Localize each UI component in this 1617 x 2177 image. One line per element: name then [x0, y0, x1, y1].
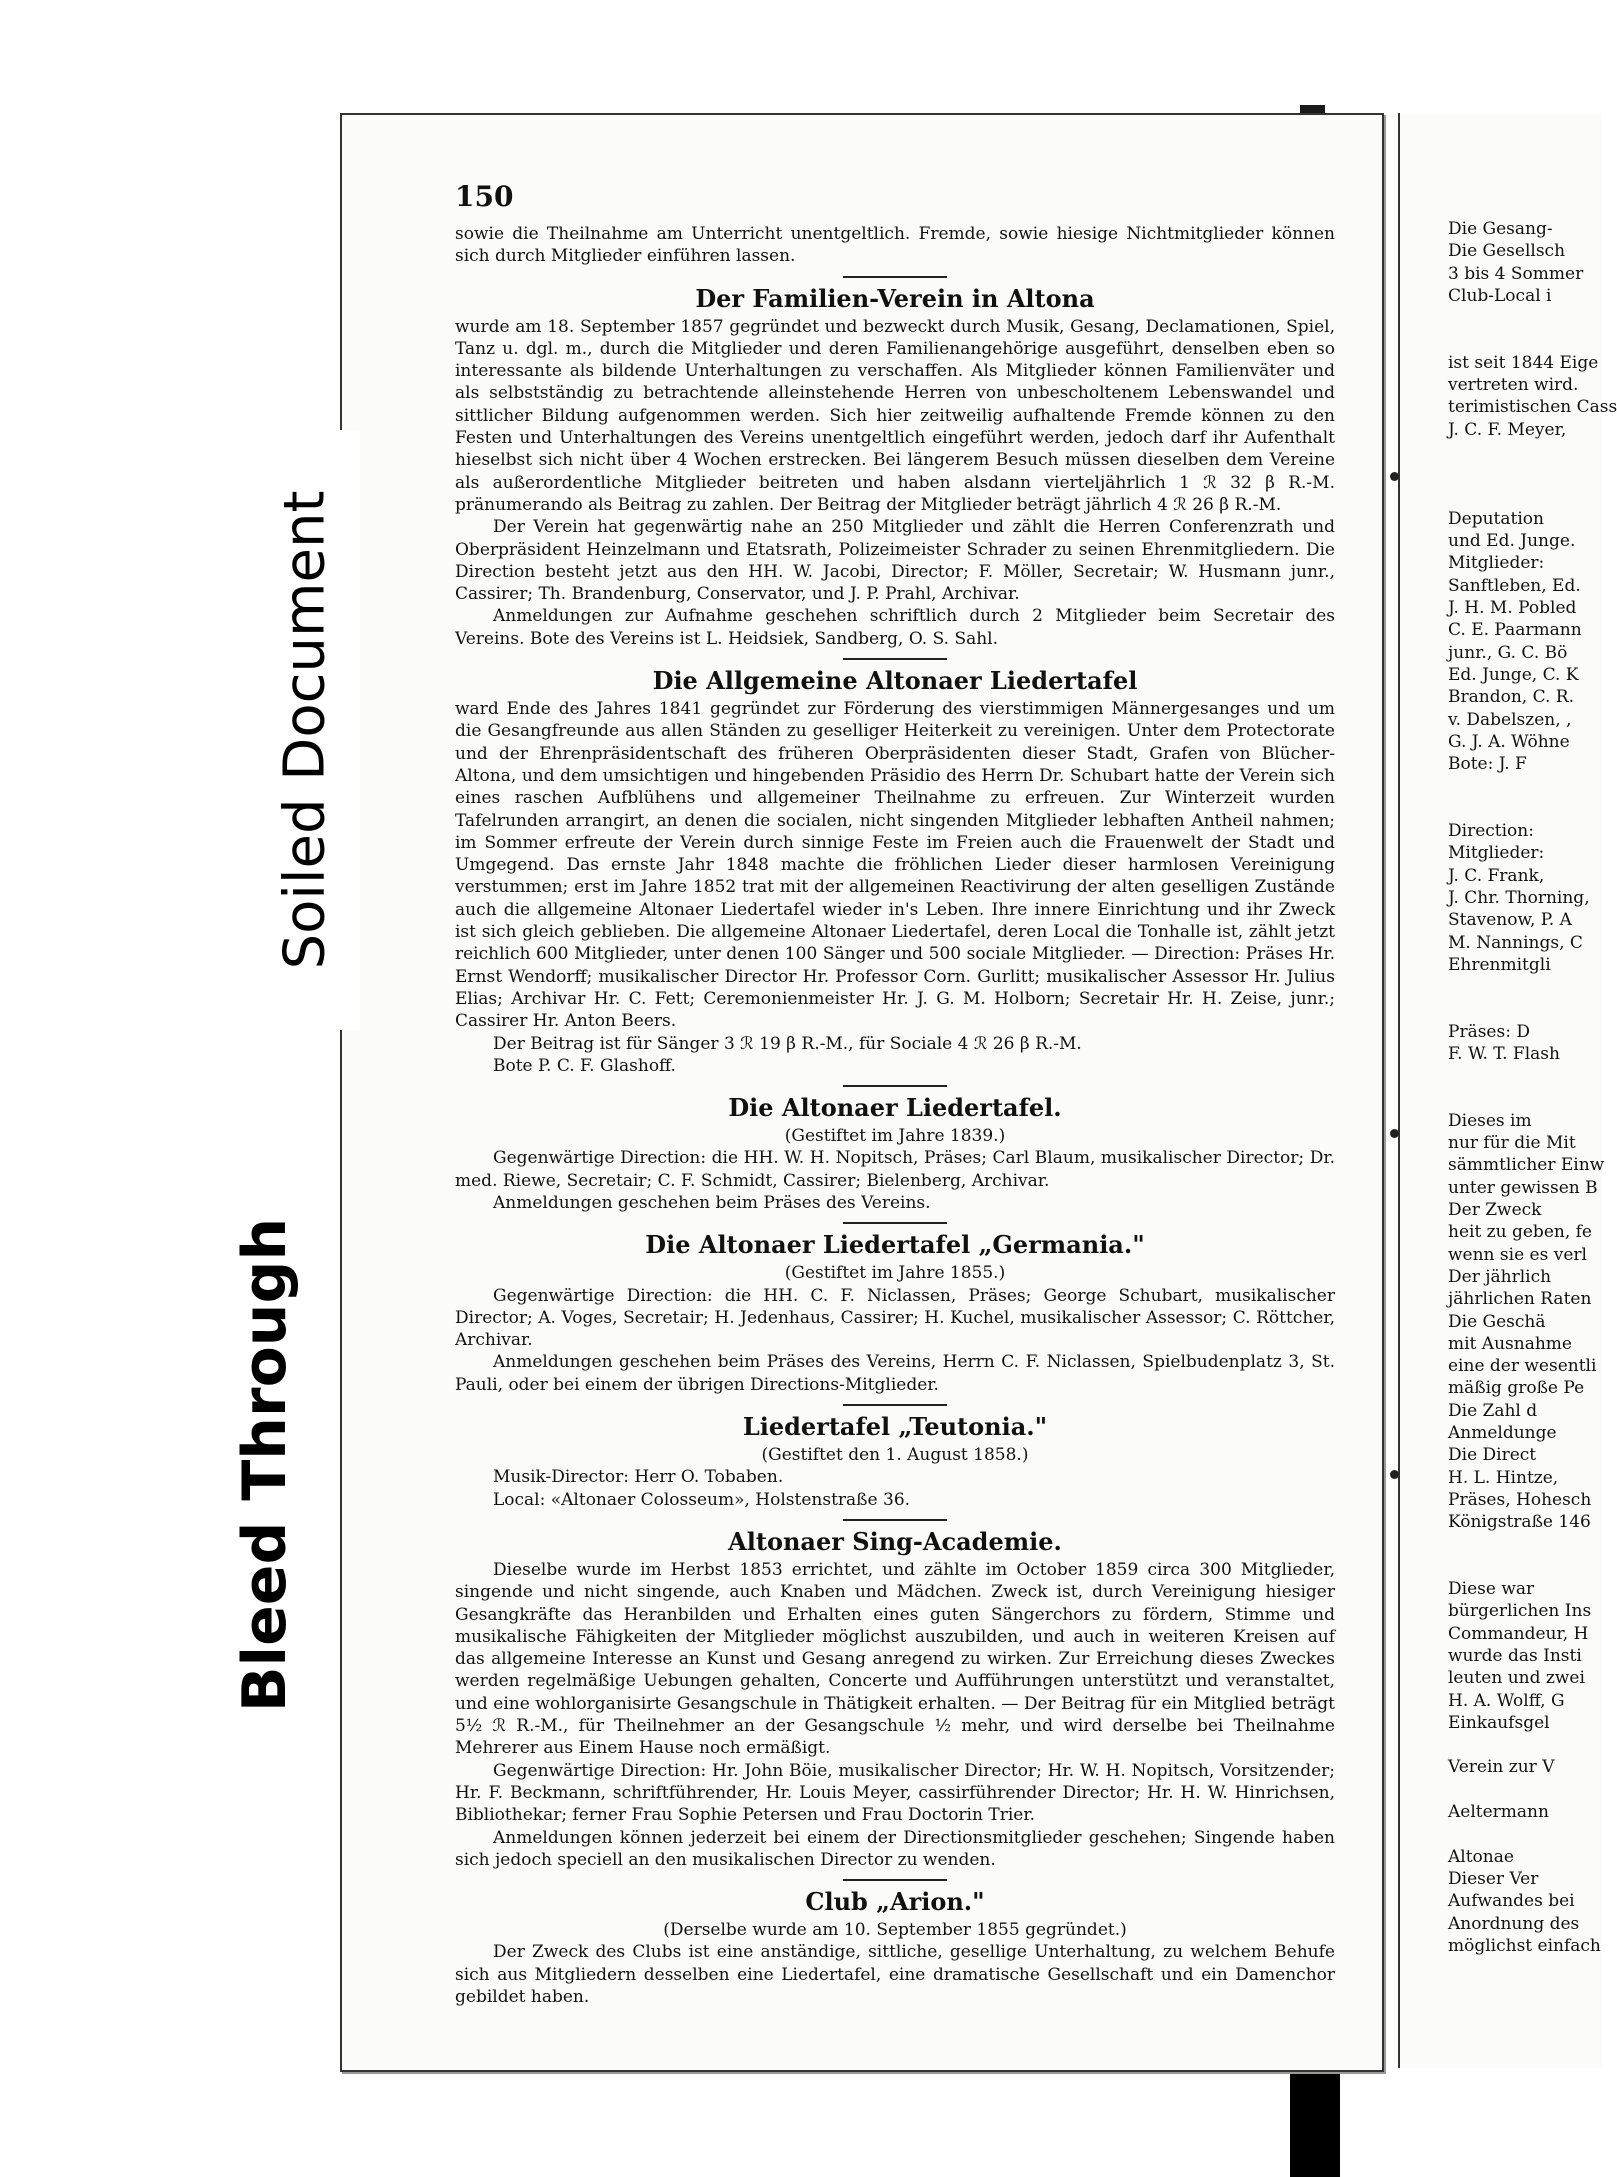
body-paragraph: Gegenwärtige Direction: die HH. C. F. Niclassen, Präses; George Schubart, musikalischer Director; A. Voges, Secretair; H. Jedenhaus, Cassirer; H. Kuchel, musikalischer Assessor; C. Röttcher, Archivar. [455, 1285, 1335, 1351]
facing-page-line: Bote: J. F [1448, 754, 1527, 775]
facing-page-line [1448, 1065, 1608, 1087]
facing-page-line: J. C. Frank, [1448, 865, 1545, 886]
facing-page-line: Präses: D [1448, 1021, 1530, 1042]
section-divider [843, 658, 947, 660]
facing-page-line: F. W. T. Flash [1448, 1043, 1560, 1064]
facing-page-line: Direction: [1448, 821, 1534, 842]
facing-page-line: 3 bis 4 Sommer [1448, 263, 1584, 284]
facing-page-line: G. J. A. Wöhne [1448, 731, 1570, 752]
facing-page-line: Ehrenmitgli [1448, 954, 1551, 975]
section-heading: Liedertafel „Teutonia." [742, 1412, 1048, 1442]
facing-page-line: Altonae [1448, 1846, 1514, 1867]
facing-page-line: J. H. M. Pobled [1448, 598, 1577, 619]
facing-page-line [1448, 307, 1608, 329]
facing-page-line: ist seit 1844 Eige [1448, 352, 1599, 373]
facing-page-line: Anmeldunge [1448, 1423, 1557, 1444]
facing-page-line: und Ed. Junge. [1448, 531, 1576, 552]
binding-hole [1390, 1470, 1399, 1479]
facing-page-line: M. Nannings, C [1448, 932, 1583, 953]
facing-page-line: junr., G. C. Bö [1448, 642, 1568, 663]
facing-page-line [1448, 775, 1608, 797]
facing-page-line: terimistischen Cass [1448, 397, 1617, 418]
section-divider [843, 276, 947, 278]
founding-note: (Gestiftet im Jahre 1855.) [784, 1263, 1006, 1284]
facing-page-line: Brandon, C. R. [1448, 687, 1574, 708]
section-divider [843, 1404, 947, 1406]
facing-page-line: Aeltermann [1448, 1802, 1549, 1823]
facing-page-line: Einkaufsgel [1448, 1712, 1550, 1733]
facing-page-line [1448, 998, 1608, 1020]
facing-page-line: nur für die Mit [1448, 1133, 1576, 1154]
facing-page-line: bürgerlichen Ins [1448, 1601, 1592, 1622]
facing-page-line: Mitglieder: [1448, 843, 1545, 864]
facing-page-line: J. C. F. Meyer, [1448, 419, 1567, 440]
body-paragraph: Musik-Director: Herr O. Tobaben. [493, 1467, 784, 1488]
page-number: 150 [455, 180, 514, 213]
body-paragraph: Der Verein hat gegenwärtig nahe an 250 Mitglieder und zählt die Herren Conferenzrath und Oberpräsident Heinzelmann und Etatsrath, Polizeimeister Schrader zu seinen Ehrenmitgliedern. Die Direction besteht jetzt aus den HH. W. Jacobi, Director; F. Möller, Secretair; W. Husmann junr., Cassirer; Th. Brandenburg, Conservator, und J. P. Prahl, Archivar. [455, 517, 1335, 605]
facing-page-line [1448, 1823, 1608, 1845]
facing-page-line [1448, 798, 1608, 820]
facing-page-line: eine der wesentli [1448, 1356, 1597, 1377]
facing-page-line: Dieser Ver [1448, 1868, 1539, 1889]
section-heading: Club „Arion." [805, 1887, 985, 1917]
founding-note: (Derselbe wurde am 10. September 1855 gegründet.) [663, 1920, 1127, 1941]
body-paragraph: Anmeldungen zur Aufnahme geschehen schriftlich durch 2 Mitglieder beim Secretair des Vereins. Bote des Vereins ist L. Heidsiek, Sandberg, O. S. Sahl. [455, 606, 1335, 649]
facing-page-line: heit zu geben, fe [1448, 1222, 1592, 1243]
facing-page-line: mäßig große Pe [1448, 1378, 1585, 1399]
facing-page-line: wenn sie es verl [1448, 1244, 1587, 1265]
facing-page-line: unter gewissen B [1448, 1177, 1598, 1198]
facing-page-line: Mitglieder: [1448, 553, 1545, 574]
section-divider [843, 1222, 947, 1224]
facing-page-line: J. Chr. Thorning, [1448, 887, 1590, 908]
facing-page-line [1448, 1088, 1608, 1110]
section-divider [843, 1085, 947, 1087]
facing-page-line [1448, 976, 1608, 998]
facing-page-line: möglichst einfach [1448, 1935, 1601, 1956]
section-heading: Der Familien-Verein in Altona [695, 283, 1095, 313]
body-paragraph: Anmeldungen können jederzeit bei einem der Directionsmitglieder geschehen; Singende haben sich jedoch speciell an den musikalischen Director zu wenden. [455, 1827, 1335, 1870]
facing-page-line: Sanftleben, Ed. [1448, 575, 1581, 596]
soiled-document-stamp [250, 430, 360, 1030]
facing-page-line [1448, 486, 1608, 508]
facing-page-line: Stavenow, P. A [1448, 910, 1572, 931]
page-body [455, 223, 1335, 2008]
section-heading: Altonaer Sing-Academie. [728, 1526, 1062, 1556]
facing-page-line: Der Zweck [1448, 1200, 1542, 1221]
facing-page-line: C. E. Paarmann [1448, 620, 1582, 641]
facing-page-line [1448, 1779, 1608, 1801]
section-divider [843, 1879, 947, 1881]
facing-page-line: Anordnung des [1448, 1913, 1580, 1934]
bleed-through-label: Bleed Through [230, 1217, 300, 1713]
founding-note: (Gestiftet im Jahre 1839.) [784, 1126, 1006, 1147]
binding-hole [1390, 1129, 1399, 1138]
facing-page-line: vertreten wird. [1448, 375, 1579, 396]
facing-page-line: Deputation [1448, 508, 1544, 529]
body-paragraph: Local: «Altonaer Colosseum», Holstenstraße 36. [493, 1489, 911, 1510]
facing-page-line: wurde das Insti [1448, 1646, 1582, 1666]
body-paragraph: Der Zweck des Clubs ist eine anständige, sittliche, gesellige Unterhaltung, zu welchem Behufe sich aus Mitgliedern desselben eine Liedertafel, eine dramatische Gesellschaft und ein Damenchor gebildet haben. [455, 1942, 1335, 2007]
facing-page-line [1448, 1556, 1608, 1578]
facing-page-line: Dieses im [1448, 1110, 1532, 1131]
body-paragraph: Gegenwärtige Direction: Hr. John Böie, musikalischer Director; Hr. W. H. Nopitsch, Vorsitzender; Hr. F. Beckmann, schriftführender, Hr. Louis Meyer, cassirführender Director; Hr. H. W. Hinrichsen, Bibliothekar; ferner Frau Sophie Petersen und Frau Doctorin Trier. [455, 1760, 1335, 1826]
facing-page-line [1448, 1534, 1608, 1556]
facing-page-line [1448, 329, 1608, 351]
facing-page-line: Die Geschä [1448, 1311, 1546, 1332]
soiled-document-label: Soiled Document [272, 490, 338, 970]
facing-page-line [1448, 463, 1608, 485]
facing-page-line: Aufwandes bei [1448, 1891, 1575, 1912]
body-paragraph: Der Beitrag ist für Sänger 3 ℛ 19 β R.-M., für Sociale 4 ℛ 26 β R.-M. [493, 1033, 1082, 1054]
facing-page-line: Ed. Junge, C. K [1448, 664, 1579, 685]
facing-page-line: jährlichen Raten [1448, 1289, 1592, 1310]
binding-hole [1390, 472, 1399, 481]
facing-page-line: leuten und zwei [1448, 1668, 1585, 1689]
body-paragraph: wurde am 18. September 1857 gegründet und bezweckt durch Musik, Gesang, Declamationen, Spiel, Tanz u. dgl. m., durch die Mitglieder und deren Familienangehörige ausgeführt, denselben eben so interessante als bildende Unterhaltungen zu verschaffen. Als Mitglieder können Familienväter und als selbstständig zu betrachtende alleinstehende Herren von unbescholtenem Lebenswandel und sittlicher Bildung aufgenommen werden. Sich hier zeitweilig aufhaltende Fremde können zu den Festen und Unterhaltungen des Vereins unentgeltlich eingeführt werden, jedoch darf ihr Aufenthalt hieselbst sich nicht über 4 Wochen erstrecken. Bei längerem Besuch müssen dieselben dem Vereine als außerordentliche Mitglieder beitreten und haben alsdann vierteljährlich 1 ℛ 32 β R.-M. pränumerando als Beitrag zu zahlen. Der Beitrag der Mitglieder beträgt jährlich 4 ℛ 26 β R.-M. [455, 316, 1335, 515]
body-paragraph: Bote P. C. F. Glashoff. [493, 1055, 676, 1076]
facing-page-line: Club-Local i [1448, 285, 1552, 306]
facing-page-line: mit Ausnahme [1448, 1333, 1572, 1354]
bleed-through-stamp [210, 1165, 320, 1765]
facing-page-line: Die Zahl d [1448, 1400, 1538, 1421]
body-paragraph: Anmeldungen geschehen beim Präses des Vereins. [493, 1192, 931, 1213]
section-heading: Die Allgemeine Altonaer Liedertafel [652, 666, 1138, 696]
facing-page-line: Die Direct [1448, 1445, 1537, 1466]
facing-page-line: Königstraße 146 [1448, 1512, 1591, 1533]
facing-page-line: H. L. Hintze, [1448, 1467, 1559, 1488]
facing-page-line: sämmtlicher Einw [1448, 1155, 1605, 1176]
facing-page-line: Verein zur V [1448, 1757, 1555, 1778]
facing-page-line: Commandeur, H [1448, 1623, 1589, 1644]
founding-note: (Gestiftet den 1. August 1858.) [761, 1445, 1029, 1466]
facing-page-line [1448, 441, 1608, 463]
body-paragraph: Gegenwärtige Direction: die HH. W. H. Nopitsch, Präses; Carl Blaum, musikalischer Director; Dr. med. Riewe, Secretair; C. F. Schmidt, Cassirer; Bielenberg, Archivar. [455, 1148, 1335, 1191]
body-paragraph: sowie die Theilnahme am Unterricht unentgeltlich. Fremde, sowie hiesige Nichtmitglieder können sich durch Mitglieder einführen lassen. [455, 224, 1335, 267]
facing-page-line: Die Gesang- [1448, 219, 1553, 239]
facing-page-line [1448, 1734, 1608, 1756]
facing-page-line: v. Dabelszen, , [1448, 709, 1572, 730]
section-heading: Die Altonaer Liedertafel. [728, 1093, 1062, 1123]
body-paragraph: Anmeldungen geschehen beim Präses des Vereins, Herrn C. F. Niclassen, Spielbudenplatz 3, St. Pauli, oder bei einem der übrigen Directions-Mitglieder. [455, 1352, 1335, 1395]
body-paragraph: Dieselbe wurde im Herbst 1853 errichtet, und zählte im October 1859 circa 300 Mitglieder, singende und nicht singende, auch Knaben und Mädchen. Zweck ist, durch Vereinigung hiesiger Gesangkräfte das Heranbilden und Erhalten eines guten Sängerchors zu fördern, Stimme und musikalische Fähigkeiten der Mitglieder möglichst auszubilden, und auch in weiteren Kreisen auf das allgemeine Interesse an Kunst und Gesang anregend zu wirken. Zur Erreichung dieses Zweckes werden regelmäßige Uebungen gehalten, Concerte und Aufführungen unterstützt und veranstaltet, und eine wohlorganisirte Gesangschule in Thätigkeit erhalten. — Der Beitrag für ein Mitglied beträgt 5½ ℛ R.-M., für Theilnehmer an der Gesangschule ½ mehr, und wird derselbe bei Theilnahme Mehrerer aus Einem Hause noch ermäßigt. [455, 1559, 1335, 1759]
facing-page-line: Der jährlich [1448, 1266, 1552, 1287]
facing-page-line: Präses, Hohesch [1448, 1489, 1592, 1510]
section-divider [843, 1519, 947, 1521]
facing-page-line: Die Gesellsch [1448, 241, 1566, 262]
body-paragraph: ward Ende des Jahres 1841 gegründet zur Förderung des vierstimmigen Männergesanges und um die Gesangfreunde aus allen Ständen zu geselliger Heiterkeit zu vereinigen. Unter dem Protectorate und der Ehrenpräsidentschaft des früheren Oberpräsidenten dieser Stadt, Grafen von Blücher-Altona, und dem umsichtigen und hingebenden Präsidio des Herrn Dr. Schubart hatte der Verein sich eines raschen Aufblühens und allgemeiner Theilnahme zu erfreuen. Zur Winterzeit wurden Tafelrunden arrangirt, an denen die socialen, nicht singenden Mitglieder lebhaften Antheil nahmen; im Sommer erfreute der Verein durch sinnige Feste im Freien auch die Frauenwelt der Stadt und Umgegend. Das ernste Jahr 1848 machte die fröhlichen Lieder dieser harmlosen Vereinigung verstummen; erst im Jahre 1852 trat mit der allgemeinen Reactivirung der alten geselligen Zustände auch die allgemeine Altonaer Liedertafel wieder in's Leben. Ihre innere Einrichtung und ihr Zweck ist sich gleich geblieben. Die allgemeine Altonaer Liedertafel, deren Local die Tonhalle ist, zählt jetzt reichlich 600 Mitglieder, unter denen 100 Sänger und 500 sociale Mitglieder. — Direction: Präses Hr. Ernst Wendorff; musikalischer Director Hr. Professor Corn. Gurlitt; musikalischer Assessor Hr. Julius Elias; Archivar Hr. C. Fett; Ceremonienmeister Hr. J. G. M. Holborn; Secretair Hr. H. Zeise, junr.; Cassirer Hr. Anton Beers. [455, 699, 1335, 1032]
section-heading: Die Altonaer Liedertafel „Germania." [645, 1230, 1145, 1260]
facing-page-text [1448, 218, 1617, 1957]
facing-page-line: H. A. Wolff, G [1448, 1690, 1565, 1711]
facing-page-line: Diese war [1448, 1579, 1535, 1600]
